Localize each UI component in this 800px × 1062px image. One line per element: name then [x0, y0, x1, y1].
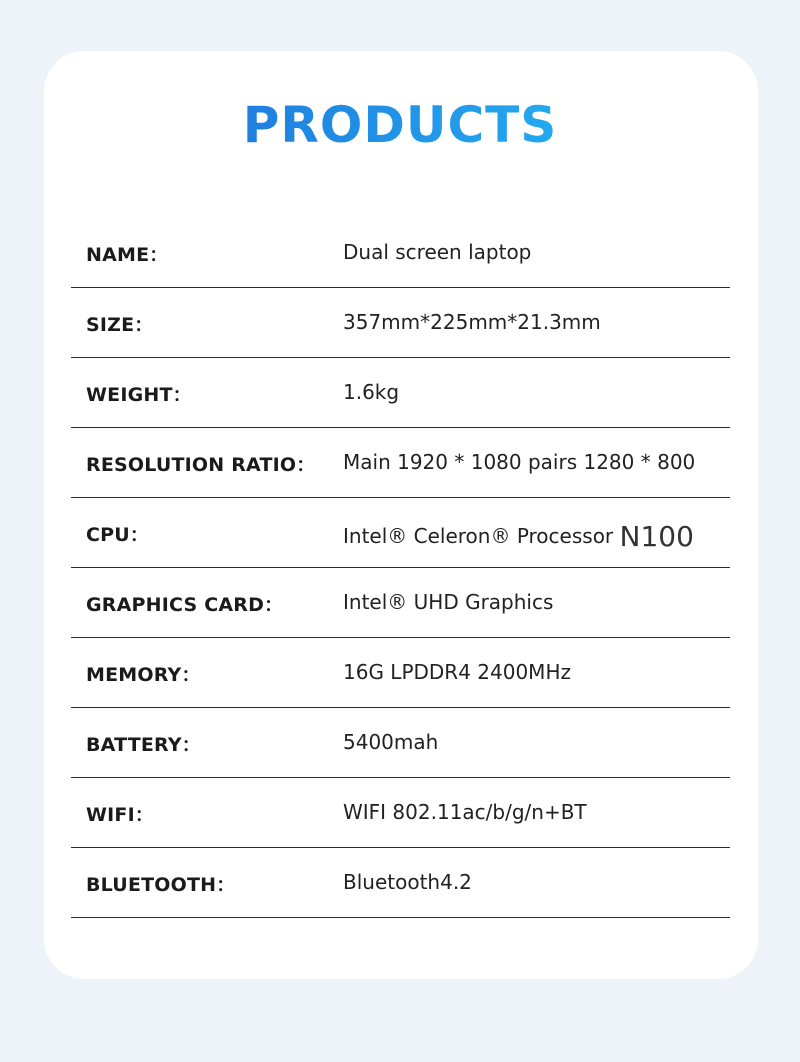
spec-row-size — [71, 288, 730, 358]
page-title-text: PRODUCTS — [242, 96, 558, 154]
spec-value-suffix: N100 — [619, 520, 694, 553]
spec-row-battery — [71, 708, 730, 778]
spec-label: WIFI： — [86, 804, 155, 826]
page-title — [0, 92, 800, 158]
spec-row-name — [71, 218, 730, 288]
spec-row-memory — [71, 638, 730, 708]
spec-value: Dual screen laptop — [343, 240, 532, 264]
spec-row-resolution — [71, 428, 730, 498]
spec-value — [343, 520, 694, 553]
spec-row-weight — [71, 358, 730, 428]
spec-row-wifi — [71, 778, 730, 848]
spec-value: 357mm*225mm*21.3mm — [343, 310, 601, 334]
spec-label: GRAPHICS CARD： — [86, 594, 284, 616]
spec-label: NAME： — [86, 244, 169, 266]
spec-label: BATTERY： — [86, 734, 201, 756]
spec-table — [71, 218, 730, 918]
spec-label: CPU： — [86, 524, 150, 546]
spec-value: 16G LPDDR4 2400MHz — [343, 660, 571, 684]
spec-row-bluetooth — [71, 848, 730, 918]
spec-value: 1.6kg — [343, 380, 400, 404]
spec-label: RESOLUTION RATIO： — [86, 454, 316, 476]
spec-label: SIZE： — [86, 314, 154, 336]
spec-value: Bluetooth4.2 — [343, 870, 472, 894]
spec-label: WEIGHT： — [86, 384, 192, 406]
spec-label: MEMORY： — [86, 664, 201, 686]
spec-row-graphics — [71, 568, 730, 638]
spec-value: WIFI 802.11ac/b/g/n+BT — [343, 800, 587, 824]
spec-value: Intel® UHD Graphics — [343, 590, 554, 614]
spec-label: BLUETOOTH： — [86, 874, 236, 896]
spec-value-main: Intel® Celeron® Processor — [343, 524, 614, 548]
spec-value: Main 1920 * 1080 pairs 1280 * 800 — [343, 450, 696, 474]
spec-value: 5400mah — [343, 730, 439, 754]
spec-row-cpu — [71, 498, 730, 568]
